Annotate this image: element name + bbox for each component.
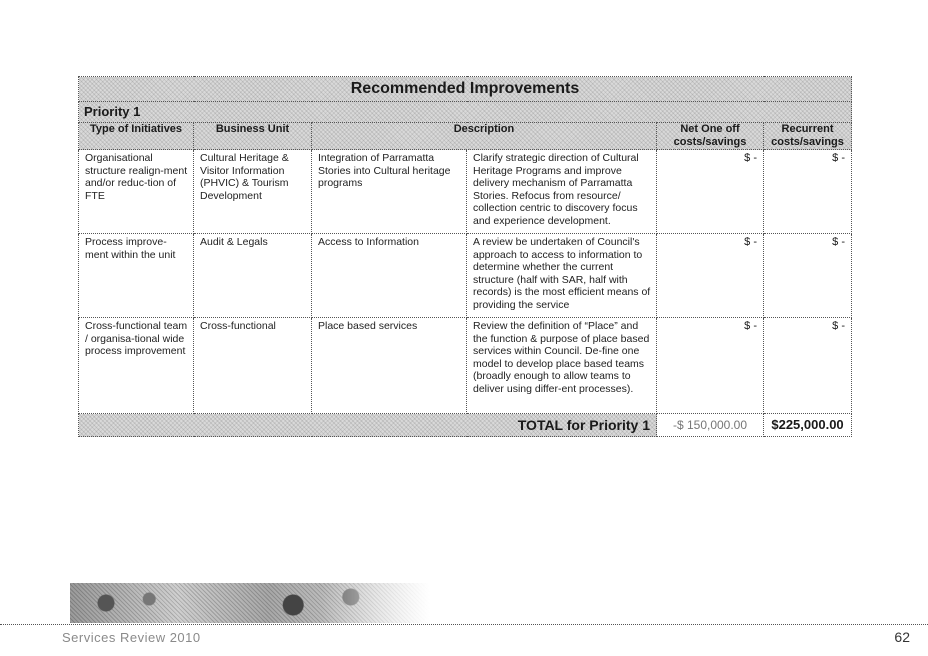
cell-type: Cross-functional team / organisa-tional wide process improvement (79, 318, 194, 414)
table-row (79, 150, 852, 234)
cell-type: Process improve-ment within the unit (79, 234, 194, 318)
cell-detail: Review the definition of “Place” and the function & purpose of place based services within Council. De-fine one model to develop place based teams (broadly enough to allow teams to deliver using differ-ent processes). (467, 318, 657, 414)
footer-document-title: Services Review 2010 (62, 630, 201, 645)
cell-detail: A review be undertaken of Council's approach to access to information to determine whether the current structure (half with SAR, half with records) is the most efficient means of providing the service (467, 234, 657, 318)
table-row (79, 234, 852, 318)
cell-net-one-off: $ - (657, 318, 764, 414)
priority-heading: Priority 1 (79, 102, 852, 123)
footer-divider (0, 624, 928, 625)
header-description: Description (312, 123, 657, 150)
total-label: TOTAL for Priority 1 (79, 414, 657, 437)
recommended-improvements-table (78, 76, 852, 437)
total-net-one-off: -$ 150,000.00 (657, 414, 764, 437)
photo-collage-image (70, 583, 430, 623)
header-recurrent: Recurrent costs/savings (764, 123, 852, 150)
cell-business-unit: Cultural Heritage & Visitor Information (PHVIC) & Tourism Development (194, 150, 312, 234)
cell-initiative: Access to Information (312, 234, 467, 318)
cell-business-unit: Audit & Legals (194, 234, 312, 318)
cell-net-one-off: $ - (657, 150, 764, 234)
cell-recurrent: $ - (764, 234, 852, 318)
page-number: 62 (894, 629, 910, 645)
table-title: Recommended Improvements (79, 77, 852, 102)
cell-net-one-off: $ - (657, 234, 764, 318)
header-net-one-off: Net One off costs/savings (657, 123, 764, 150)
cell-type: Organisational structure realign-ment and/or reduc-tion of FTE (79, 150, 194, 234)
cell-recurrent: $ - (764, 318, 852, 414)
cell-recurrent: $ - (764, 150, 852, 234)
total-row (79, 414, 852, 437)
cell-detail: Clarify strategic direction of Cultural Heritage Programs and improve delivery mechanism of Parramatta Stories. Refocus from resource/ collection centric to discovery focus and experience development. (467, 150, 657, 234)
header-type: Type of Initiatives (79, 123, 194, 150)
cell-initiative: Place based services (312, 318, 467, 414)
cell-initiative: Integration of Parramatta Stories into Cultural heritage programs (312, 150, 467, 234)
total-recurrent: $225,000.00 (764, 414, 852, 437)
header-business-unit: Business Unit (194, 123, 312, 150)
table-row (79, 318, 852, 414)
cell-business-unit: Cross-functional (194, 318, 312, 414)
